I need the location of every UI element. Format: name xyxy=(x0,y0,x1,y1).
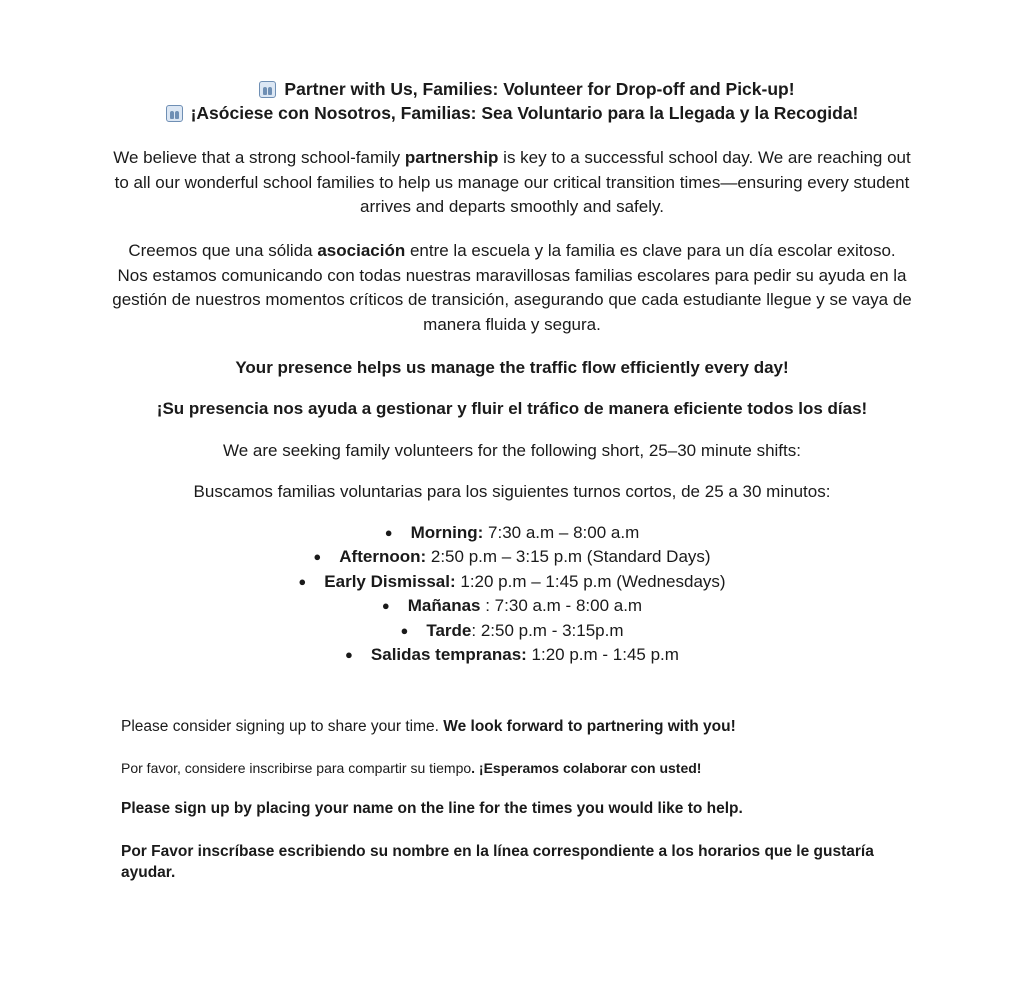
shift-time: 2:50 p.m – 3:15 p.m (Standard Days) xyxy=(426,547,711,567)
list-item xyxy=(0,521,1024,545)
shift-time: 7:30 a.m – 8:00 a.m xyxy=(483,523,640,542)
intro-es-text-2: entre la escuela y la familia es clave para un día escolar exitoso. Nos estamos comunicando con todas nuestras maravillosas familias escolares para pedir su ayuda en la gestión de nuestros momentos críticos de transición, asegurando que cada estudiante llegue y se vaya de manera fluida y segura. xyxy=(112,241,912,334)
shift-list xyxy=(0,521,1024,667)
family-icon xyxy=(259,81,276,98)
shift-time: : 2:50 p.m - 3:15p.m xyxy=(471,620,624,640)
shift-label: Morning: xyxy=(410,523,484,542)
title-english-text: Partner with Us, Families: Volunteer for Drop-off and Pick-up! xyxy=(284,79,795,99)
shift-label: Salidas tempranas: xyxy=(370,645,527,665)
title-spanish xyxy=(0,102,1024,124)
shift-label: Early Dismissal: xyxy=(324,571,456,591)
intro-paragraph-english xyxy=(112,146,912,220)
highlight-english: Your presence helps us manage the traffic flow efficiently every day! xyxy=(235,358,789,377)
family-icon xyxy=(166,105,183,122)
shift-label: Mañanas xyxy=(407,596,481,616)
intro-es-bold: asociación xyxy=(317,241,406,260)
shift-time: : 7:30 a.m - 8:00 a.m xyxy=(480,596,643,616)
intro-es-text-1: Creemos que una sólida xyxy=(128,241,318,260)
title-spanish-text: ¡Asóciese con Nosotros, Familias: Sea Voluntario para la Llegada y la Recogida! xyxy=(190,103,859,123)
list-item xyxy=(0,570,1024,594)
closing-english xyxy=(121,716,901,737)
bullet-icon: ● xyxy=(313,549,322,565)
intro-en-text-1: We believe that a strong school-family xyxy=(113,148,405,167)
list-item xyxy=(0,545,1024,569)
signup-instruction-spanish: Por Favor inscríbase escribiendo su nombre en la línea correspondiente a los horarios que le gustaría ayudar. xyxy=(121,843,874,881)
closing-en-bold: We look forward to partnering with you! xyxy=(443,718,736,735)
list-item xyxy=(0,619,1024,643)
closing-spanish xyxy=(121,758,901,779)
bullet-icon: ● xyxy=(381,598,390,614)
shift-label: Afternoon: xyxy=(339,547,427,567)
shift-label: Tarde xyxy=(426,620,472,640)
bullet-icon: ● xyxy=(400,622,409,638)
shift-time: 1:20 p.m – 1:45 p.m (Wednesdays) xyxy=(455,571,726,591)
highlight-spanish: ¡Su presencia nos ayuda a gestionar y fluir el tráfico de manera eficiente todos los días! xyxy=(156,399,868,418)
list-item xyxy=(0,594,1024,618)
closing-en-text: Please consider signing up to share your time. xyxy=(121,718,444,735)
seeking-english: We are seeking family volunteers for the following short, 25–30 minute shifts: xyxy=(223,441,801,460)
closing-es-bold: . ¡Esperamos colaborar con usted! xyxy=(471,760,702,776)
intro-en-bold: partnership xyxy=(404,148,499,167)
intro-en-text-2: is key to a successful school day. We are reaching out to all our wonderful school families to help us manage our critical transition times—ensuring every student arrives and departs smoothly and safely. xyxy=(114,148,911,216)
shift-time: 1:20 p.m - 1:45 p.m xyxy=(526,645,679,665)
list-item xyxy=(0,643,1024,667)
seeking-spanish: Buscamos familias voluntarias para los siguientes turnos cortos, de 25 a 30 minutos: xyxy=(193,482,831,501)
signup-instruction-english: Please sign up by placing your name on the line for the times you would like to help. xyxy=(121,800,743,817)
closing-es-text: Por favor, considere inscribirse para compartir su tiempo xyxy=(121,760,472,776)
bullet-icon: ● xyxy=(345,647,353,663)
bullet-icon: ● xyxy=(384,525,393,540)
intro-paragraph-spanish xyxy=(112,239,912,337)
title-english xyxy=(0,78,1024,100)
bullet-icon: ● xyxy=(298,573,307,589)
